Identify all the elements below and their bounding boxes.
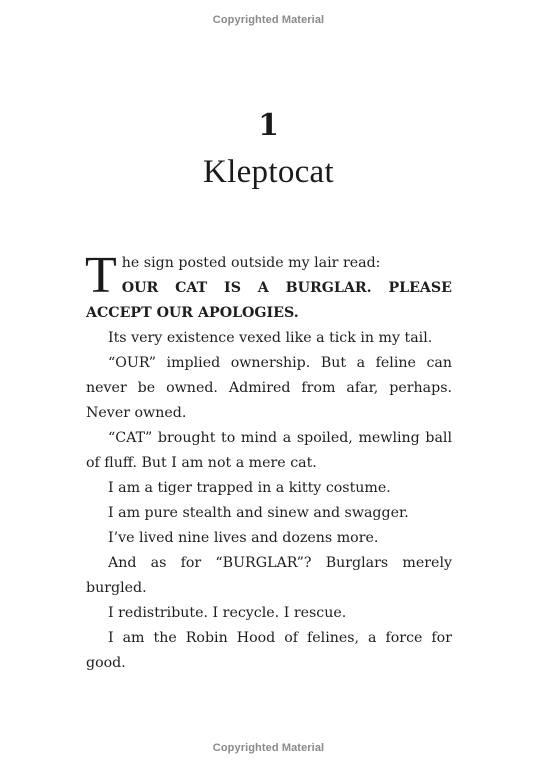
opening-paragraph [85,247,452,326]
chapter-body [85,247,452,676]
drop-cap: T [85,247,117,304]
body-paragraph: And as for “BURGLAR”? Burglars merely burgled. [86,555,452,596]
body-paragraph: I am a tiger trapped in a kitty costume. [108,480,391,496]
sign-text: OUR CAT IS A BURGLAR. PLEASE ACCEPT OUR APOLOGIES. [86,280,452,321]
body-paragraph: I redistribute. I recycle. I rescue. [108,605,347,621]
body-paragraph: Its very existence vexed like a tick in my tail. [108,330,433,346]
copyright-watermark-top: Copyrighted Material [212,14,325,26]
opening-line: he sign posted outside my lair read: [121,255,381,271]
body-paragraph: I am pure stealth and sinew and swagger. [108,505,409,521]
chapter-title: Kleptocat [203,154,334,190]
body-paragraph: I am the Robin Hood of felines, a force for good. [86,630,452,671]
body-paragraph: “CAT” brought to mind a spoiled, mewling ball of fluff. But I am not a mere cat. [86,430,452,471]
body-paragraph: I’ve lived nine lives and dozens more. [108,530,379,546]
chapter-number: 1 [258,108,279,143]
copyright-watermark-bottom: Copyrighted Material [212,742,325,754]
body-paragraph: “OUR” implied ownership. But a feline can never be owned. Admired from afar, perhaps. Never owned. [86,355,452,421]
